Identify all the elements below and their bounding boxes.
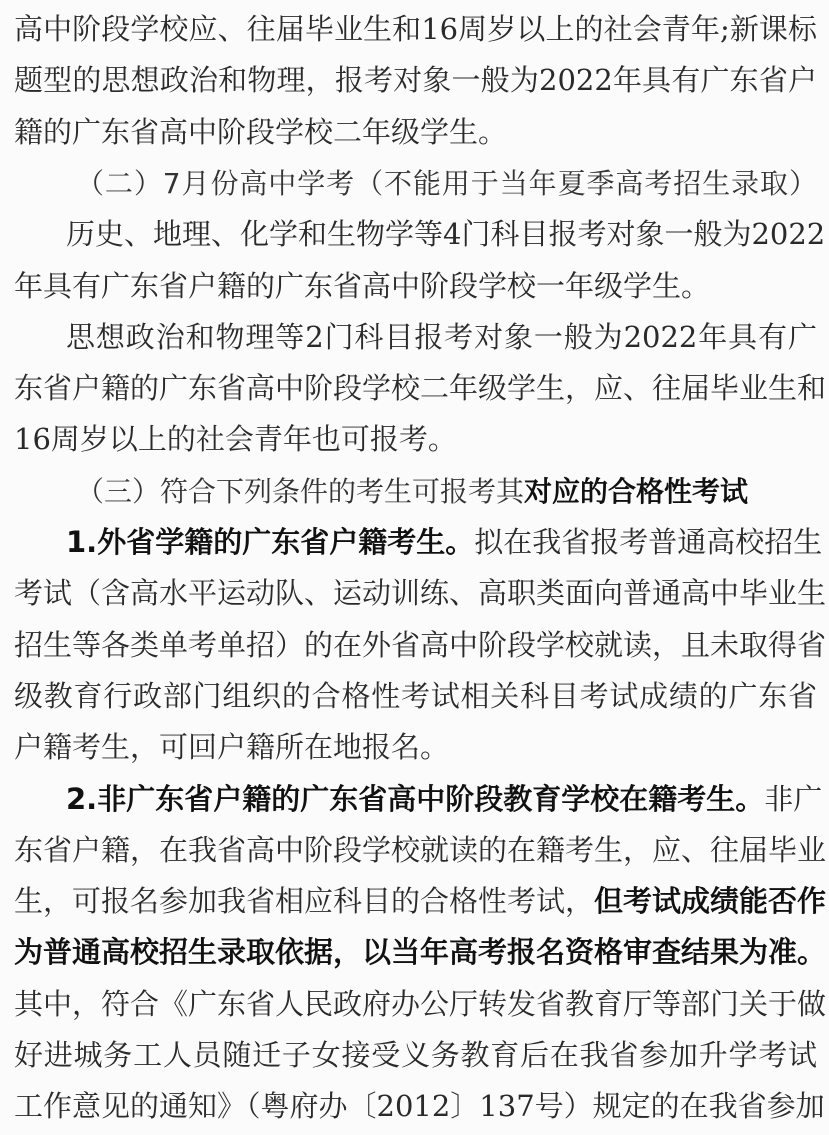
body-text: 高中阶段学校应、往届毕业生和16周岁以上的社会青年;新课标 — [14, 12, 817, 46]
text-line — [14, 671, 817, 722]
body-text: （三）符合下列条件的考生可报考其 — [76, 474, 525, 508]
body-text: 工作意见的通知》（粤府办〔2012〕137号）规定的在我省参加 — [14, 1089, 825, 1124]
text-line — [14, 1081, 825, 1132]
body-text: 籍的广东省高中阶段学校二年级学生。 — [14, 114, 508, 149]
bold-text: 2.非广东省户籍的广东省高中阶段教育学校在籍考生。 — [66, 781, 765, 816]
body-text: 户籍考生，可回户籍所在地报名。 — [14, 730, 450, 765]
text-line — [14, 1030, 817, 1081]
body-text: 拟在我省报考普通高校招生 — [474, 525, 823, 559]
bold-text: 对应的合格性考试 — [524, 474, 749, 508]
text-line — [66, 517, 823, 568]
body-text: 历史、地理、化学和生物学等4门科目报考对象一般为2022 — [66, 217, 826, 252]
body-text: 题型的思想政治和物理，报考对象一般为2022年具有广东省户 — [14, 63, 817, 98]
body-text: 生，可报名参加我省相应科目的合格性考试， — [14, 884, 595, 919]
text-line — [14, 261, 817, 312]
body-text: 16周岁以上的社会青年也可报考。 — [14, 422, 457, 457]
body-text: 思想政治和物理等2门科目报考对象一般为2022年具有广 — [66, 319, 817, 354]
body-text: 考试（含高水平运动队、运动训练、高职类面向普通高中毕业生 — [14, 576, 827, 611]
body-text: 其中，符合《广东省人民政府办公厅转发省教育厅等部门关于做 — [14, 986, 827, 1021]
text-line — [14, 568, 827, 619]
bold-text: 但考试成绩能否作 — [594, 884, 827, 919]
body-text: 非广 — [764, 781, 823, 816]
body-text: 级教育行政部门组织的合格性考试相关科目考试成绩的广东省 — [14, 678, 817, 713]
bold-text: 1.外省学籍的广东省户籍考生。 — [66, 525, 475, 559]
text-line — [14, 979, 827, 1030]
body-text: 年具有广东省户籍的广东省高中阶段学校一年级学生。 — [14, 268, 711, 303]
text-line — [14, 620, 827, 671]
text-line — [14, 55, 817, 106]
body-text: （二）7月份高中学考（不能用于当年夏季高考招生录取） — [76, 166, 817, 200]
text-line — [14, 927, 827, 978]
text-line — [14, 825, 827, 876]
text-line — [66, 774, 823, 825]
text-line — [14, 363, 827, 414]
text-line — [14, 107, 817, 158]
text-line — [14, 4, 817, 55]
text-line — [66, 209, 826, 260]
text-line — [76, 158, 817, 209]
text-line — [14, 876, 827, 927]
body-text: 好进城务工人员随迁子女接受义务教育后在我省参加升学考试 — [14, 1038, 817, 1072]
body-text: 招生等各类单考单招）的在外省高中阶段学校就读，且未取得省 — [14, 627, 827, 662]
text-line — [66, 312, 817, 363]
body-text: 东省户籍，在我省高中阶段学校就读的在籍考生，应、往届毕业 — [14, 832, 827, 867]
text-line — [14, 414, 817, 465]
body-text: 东省户籍的广东省高中阶段学校二年级学生，应、往届毕业生和 — [14, 371, 827, 406]
text-line — [76, 466, 817, 517]
text-line — [14, 722, 817, 773]
bold-text: 为普通高校招生录取依据，以当年高考报名资格审查结果为准。 — [14, 935, 827, 970]
